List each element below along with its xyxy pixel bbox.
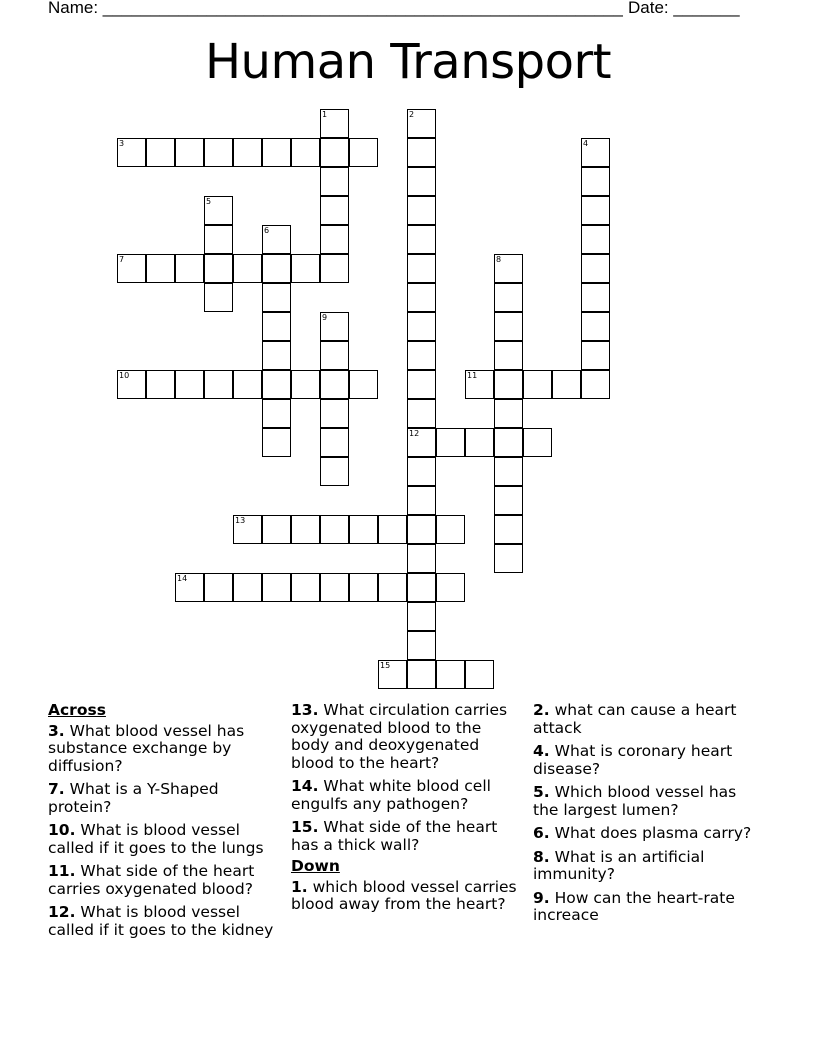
date-field[interactable]: Date: _______ bbox=[628, 0, 740, 17]
clue-num: 3. bbox=[48, 721, 65, 740]
grid-cell[interactable] bbox=[262, 573, 291, 602]
grid-cell[interactable] bbox=[494, 370, 523, 399]
clue-number: 7 bbox=[119, 255, 125, 264]
clue-num: 2. bbox=[533, 701, 550, 719]
grid-cell[interactable] bbox=[262, 254, 291, 283]
grid-cell[interactable] bbox=[407, 457, 436, 486]
clue-number: 8 bbox=[496, 255, 502, 264]
clue-num: 4. bbox=[533, 742, 550, 760]
grid-cell[interactable] bbox=[320, 167, 349, 196]
grid-cell[interactable] bbox=[494, 515, 523, 544]
clue-num: 1. bbox=[291, 877, 308, 896]
clue-text: How can the heart-rate increace bbox=[533, 888, 735, 924]
grid-cell[interactable] bbox=[233, 254, 262, 283]
clue-text: What does plasma carry? bbox=[549, 824, 752, 842]
clues-column-2 bbox=[291, 702, 523, 920]
clue-number: 15 bbox=[380, 661, 391, 670]
grid-cell[interactable] bbox=[349, 370, 378, 399]
clue-text: what can cause a heart attack bbox=[533, 701, 737, 737]
grid-cell[interactable] bbox=[407, 515, 436, 544]
across-heading: Across bbox=[48, 701, 106, 719]
grid-cell[interactable] bbox=[407, 428, 436, 457]
grid-cell[interactable] bbox=[320, 312, 349, 341]
down-heading: Down bbox=[291, 857, 340, 875]
clue-item bbox=[48, 863, 280, 898]
grid-cell[interactable] bbox=[349, 515, 378, 544]
grid-cell[interactable] bbox=[117, 254, 146, 283]
grid-cell[interactable] bbox=[291, 138, 320, 167]
grid-cell[interactable] bbox=[581, 138, 610, 167]
grid-cell[interactable] bbox=[262, 399, 291, 428]
grid-cell[interactable] bbox=[407, 225, 436, 254]
grid-cell[interactable] bbox=[494, 399, 523, 428]
grid-cell[interactable] bbox=[320, 225, 349, 254]
grid-cell[interactable] bbox=[146, 254, 175, 283]
clue-num: 8. bbox=[533, 847, 550, 866]
clue-number: 4 bbox=[583, 139, 589, 148]
clue-text: What is coronary heart disease? bbox=[533, 742, 733, 778]
clue-item bbox=[533, 849, 765, 884]
grid-cell[interactable] bbox=[494, 341, 523, 370]
clue-item bbox=[48, 781, 280, 816]
grid-cell[interactable] bbox=[262, 370, 291, 399]
clue-num: 7. bbox=[48, 780, 65, 798]
clue-num: 10. bbox=[48, 821, 76, 839]
grid-cell[interactable] bbox=[204, 254, 233, 283]
clue-number: 12 bbox=[409, 429, 420, 438]
grid-cell[interactable] bbox=[523, 428, 552, 457]
grid-cell[interactable] bbox=[581, 341, 610, 370]
grid-cell[interactable] bbox=[204, 283, 233, 312]
grid-cell[interactable] bbox=[494, 254, 523, 283]
clue-number: 13 bbox=[235, 516, 246, 525]
clue-number: 5 bbox=[206, 197, 212, 206]
grid-cell[interactable] bbox=[233, 138, 262, 167]
clue-item bbox=[291, 819, 523, 854]
clues-column-1 bbox=[48, 702, 280, 945]
clue-text: What is blood vessel called if it goes to the lungs bbox=[48, 821, 264, 857]
clue-num: 12. bbox=[48, 903, 76, 921]
grid-cell[interactable] bbox=[320, 109, 349, 138]
clue-number: 10 bbox=[119, 371, 130, 380]
grid-cell[interactable] bbox=[494, 312, 523, 341]
grid-cell[interactable] bbox=[320, 341, 349, 370]
grid-cell[interactable] bbox=[407, 573, 436, 602]
grid-cell[interactable] bbox=[175, 573, 204, 602]
clue-item bbox=[291, 778, 523, 813]
clue-num: 15. bbox=[291, 818, 319, 836]
clue-item bbox=[291, 702, 523, 772]
clue-number: 11 bbox=[467, 371, 478, 380]
grid-cell[interactable] bbox=[407, 370, 436, 399]
clue-num: 14. bbox=[291, 777, 319, 795]
grid-cell[interactable] bbox=[523, 370, 552, 399]
grid-cell[interactable] bbox=[175, 370, 204, 399]
grid-cell[interactable] bbox=[349, 573, 378, 602]
grid-cell[interactable] bbox=[291, 515, 320, 544]
clue-number: 1 bbox=[322, 110, 328, 119]
grid-cell[interactable] bbox=[233, 370, 262, 399]
grid-cell[interactable] bbox=[204, 138, 233, 167]
grid-cell[interactable] bbox=[262, 283, 291, 312]
grid-cell[interactable] bbox=[407, 109, 436, 138]
grid-cell[interactable] bbox=[581, 283, 610, 312]
grid-cell[interactable] bbox=[175, 138, 204, 167]
grid-cell[interactable] bbox=[494, 457, 523, 486]
grid-cell[interactable] bbox=[407, 312, 436, 341]
grid-cell[interactable] bbox=[320, 457, 349, 486]
grid-cell[interactable] bbox=[320, 515, 349, 544]
clue-item bbox=[291, 879, 523, 914]
grid-cell[interactable] bbox=[407, 631, 436, 660]
grid-cell[interactable] bbox=[320, 428, 349, 457]
grid-cell[interactable] bbox=[233, 515, 262, 544]
grid-cell[interactable] bbox=[436, 660, 465, 689]
grid-cell[interactable] bbox=[175, 254, 204, 283]
grid-cell[interactable] bbox=[378, 660, 407, 689]
grid-cell[interactable] bbox=[320, 399, 349, 428]
grid-cell[interactable] bbox=[581, 225, 610, 254]
clue-number: 14 bbox=[177, 574, 188, 583]
grid-cell[interactable] bbox=[320, 370, 349, 399]
clue-item bbox=[533, 890, 765, 925]
clue-text: which blood vessel carries blood away from the heart? bbox=[291, 877, 517, 913]
clue-number: 3 bbox=[119, 139, 125, 148]
clue-item bbox=[533, 825, 765, 843]
clue-item bbox=[533, 784, 765, 819]
grid-cell[interactable] bbox=[407, 486, 436, 515]
name-field[interactable]: Name: _______________________________________________________ bbox=[48, 0, 623, 17]
grid-cell[interactable] bbox=[117, 370, 146, 399]
grid-cell[interactable] bbox=[291, 370, 320, 399]
grid-cell[interactable] bbox=[146, 138, 175, 167]
clue-text: What side of the heart has a thick wall? bbox=[291, 818, 498, 854]
clue-text: What blood vessel has substance exchange by diffusion? bbox=[48, 721, 245, 775]
grid-cell[interactable] bbox=[581, 254, 610, 283]
grid-cell[interactable] bbox=[407, 544, 436, 573]
grid-cell[interactable] bbox=[407, 138, 436, 167]
grid-cell[interactable] bbox=[262, 341, 291, 370]
clue-text: What side of the heart carries oxygenated blood? bbox=[48, 862, 255, 898]
clue-text: What is an artificial immunity? bbox=[533, 847, 705, 883]
clue-item bbox=[533, 702, 765, 737]
clue-num: 9. bbox=[533, 888, 550, 907]
grid-cell[interactable] bbox=[320, 254, 349, 283]
clue-num: 13. bbox=[291, 701, 319, 719]
grid-cell[interactable] bbox=[320, 573, 349, 602]
grid-cell[interactable] bbox=[233, 573, 262, 602]
grid-cell[interactable] bbox=[494, 428, 523, 457]
grid-cell[interactable] bbox=[581, 312, 610, 341]
grid-cell[interactable] bbox=[262, 515, 291, 544]
grid-cell[interactable] bbox=[262, 225, 291, 254]
grid-cell[interactable] bbox=[117, 138, 146, 167]
grid-cell[interactable] bbox=[262, 138, 291, 167]
clue-item bbox=[48, 723, 280, 776]
clue-item bbox=[48, 822, 280, 857]
grid-cell[interactable] bbox=[378, 515, 407, 544]
grid-cell[interactable] bbox=[436, 428, 465, 457]
grid-cell[interactable] bbox=[262, 428, 291, 457]
grid-cell[interactable] bbox=[407, 660, 436, 689]
grid-cell[interactable] bbox=[436, 573, 465, 602]
clue-num: 6. bbox=[533, 824, 550, 842]
grid-cell[interactable] bbox=[291, 573, 320, 602]
clue-num: 5. bbox=[533, 783, 550, 801]
clue-number: 2 bbox=[409, 110, 415, 119]
grid-cell[interactable] bbox=[465, 660, 494, 689]
clue-num: 11. bbox=[48, 862, 76, 880]
clue-text: What white blood cell engulfs any pathogen? bbox=[291, 777, 491, 813]
grid-cell[interactable] bbox=[378, 573, 407, 602]
clue-text: What is a Y-Shaped protein? bbox=[48, 780, 219, 816]
grid-cell[interactable] bbox=[320, 138, 349, 167]
grid-cell[interactable] bbox=[465, 428, 494, 457]
grid-cell[interactable] bbox=[204, 196, 233, 225]
grid-cell[interactable] bbox=[407, 341, 436, 370]
grid-cell[interactable] bbox=[204, 573, 233, 602]
clue-item bbox=[48, 904, 280, 939]
grid-cell[interactable] bbox=[465, 370, 494, 399]
grid-cell[interactable] bbox=[407, 283, 436, 312]
page-title: Human Transport bbox=[204, 34, 612, 90]
grid-cell[interactable] bbox=[581, 167, 610, 196]
clue-text: What circulation carries oxygenated blood to the body and deoxygenated blood to the heart? bbox=[291, 701, 508, 772]
grid-cell[interactable] bbox=[407, 167, 436, 196]
grid-cell[interactable] bbox=[494, 544, 523, 573]
grid-cell[interactable] bbox=[581, 370, 610, 399]
grid-cell[interactable] bbox=[436, 515, 465, 544]
grid-cell[interactable] bbox=[407, 254, 436, 283]
clue-text: Which blood vessel has the largest lumen? bbox=[533, 783, 737, 819]
grid-cell[interactable] bbox=[494, 486, 523, 515]
clue-number: 6 bbox=[264, 226, 270, 235]
grid-cell[interactable] bbox=[407, 602, 436, 631]
grid-cell[interactable] bbox=[291, 254, 320, 283]
grid-cell[interactable] bbox=[262, 312, 291, 341]
grid-cell[interactable] bbox=[407, 399, 436, 428]
grid-cell[interactable] bbox=[146, 370, 175, 399]
grid-cell[interactable] bbox=[204, 370, 233, 399]
grid-cell[interactable] bbox=[494, 283, 523, 312]
grid-cell[interactable] bbox=[552, 370, 581, 399]
grid-cell[interactable] bbox=[320, 196, 349, 225]
clue-item bbox=[533, 743, 765, 778]
grid-cell[interactable] bbox=[204, 225, 233, 254]
grid-cell[interactable] bbox=[581, 196, 610, 225]
clue-number: 9 bbox=[322, 313, 328, 322]
grid-cell[interactable] bbox=[349, 138, 378, 167]
clue-text: What is blood vessel called if it goes to the kidney bbox=[48, 903, 274, 939]
grid-cell[interactable] bbox=[407, 196, 436, 225]
clues-column-3 bbox=[533, 702, 765, 931]
